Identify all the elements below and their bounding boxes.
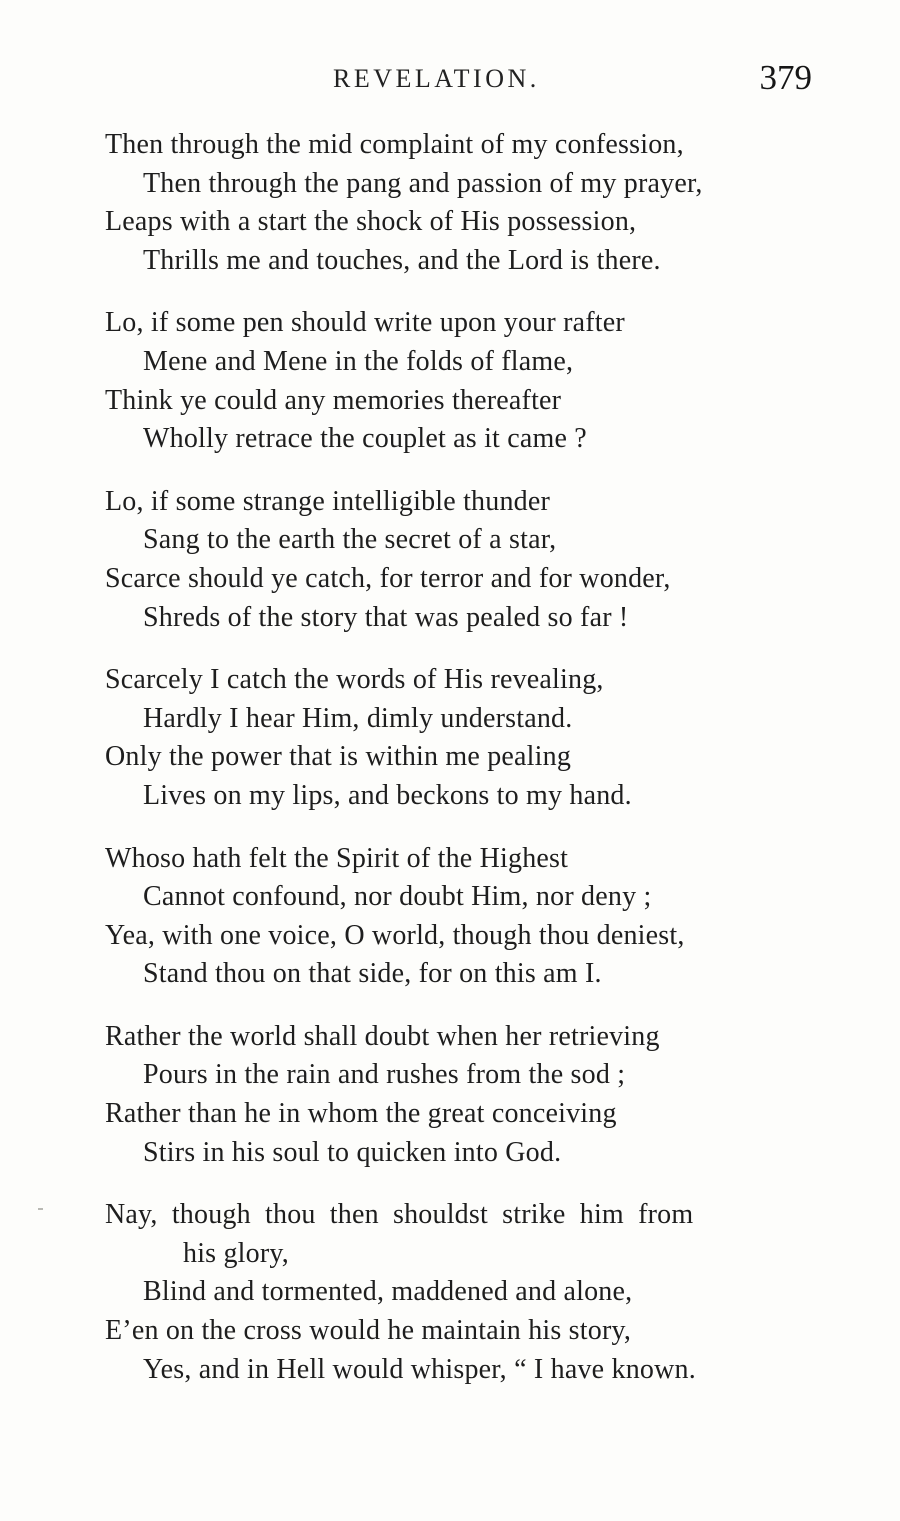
poem-line: Scarce should ye catch, for terror and for wonder, xyxy=(105,562,671,594)
poem-line: Stand thou on that side, for on this am I. xyxy=(143,958,602,990)
page-number: 379 xyxy=(759,58,812,97)
poem-line: Scarcely I catch the words of His revealing, xyxy=(105,664,604,696)
poem-line: Lives on my lips, and beckons to my hand. xyxy=(143,779,632,811)
poem-line: Shreds of the story that was pealed so far ! xyxy=(143,601,629,633)
poem-line: Rather than he in whom the great conceiving xyxy=(105,1098,617,1130)
page-title: REVELATION. xyxy=(333,64,540,93)
poem-line: Sang to the earth the secret of a star, xyxy=(143,524,557,556)
poem-line: Blind and tormented, maddened and alone, xyxy=(143,1276,633,1308)
poem-line: Lo, if some pen should write upon your rafter xyxy=(105,307,625,339)
poem-line: Stirs in his soul to quicken into God. xyxy=(143,1136,562,1168)
poem-line: Yes, and in Hell would whisper, “ I have known. xyxy=(143,1353,696,1385)
stanza xyxy=(105,661,865,815)
stanza xyxy=(105,483,865,637)
poem-line: his glory, xyxy=(183,1237,289,1269)
poem-line: Rather the world shall doubt when her retrieving xyxy=(105,1020,660,1052)
poem-line: E’en on the cross would he maintain his story, xyxy=(105,1315,632,1347)
poem-line: Then through the mid complaint of my confession, xyxy=(105,129,684,160)
poem-line: Leaps with a start the shock of His possession, xyxy=(105,206,637,238)
poem-line: Then through the pang and passion of my prayer, xyxy=(143,167,703,199)
poem-line: Thrills me and touches, and the Lord is there. xyxy=(143,244,661,276)
poem-line: Wholly retrace the couplet as it came ? xyxy=(143,423,587,455)
stanza xyxy=(105,1018,865,1172)
poem-line: Pours in the rain and rushes from the sod ; xyxy=(143,1059,626,1091)
poem-line: Only the power that is within me pealing xyxy=(105,741,572,773)
running-header xyxy=(0,58,900,102)
poem-line: Lo, if some strange intelligible thunder xyxy=(105,485,551,517)
poem-line: Cannot confound, nor doubt Him, nor deny ; xyxy=(143,881,652,913)
stanza xyxy=(105,304,865,458)
poem-line: Nay, though thou then shouldst strike him from xyxy=(105,1199,694,1231)
stanza xyxy=(105,126,865,280)
poem-line: Whoso hath felt the Spirit of the Highest xyxy=(105,842,569,874)
stanza xyxy=(105,1196,865,1389)
poem-line: Think ye could any memories thereafter xyxy=(105,384,562,416)
poem xyxy=(105,126,865,1413)
poem-line: Mene and Mene in the folds of flame, xyxy=(143,345,574,377)
stanza xyxy=(105,840,865,994)
poem-line: Hardly I hear Him, dimly understand. xyxy=(143,702,573,734)
scan-artifact xyxy=(38,1208,43,1210)
poem-line: Yea, with one voice, O world, though thou deniest, xyxy=(105,919,685,951)
